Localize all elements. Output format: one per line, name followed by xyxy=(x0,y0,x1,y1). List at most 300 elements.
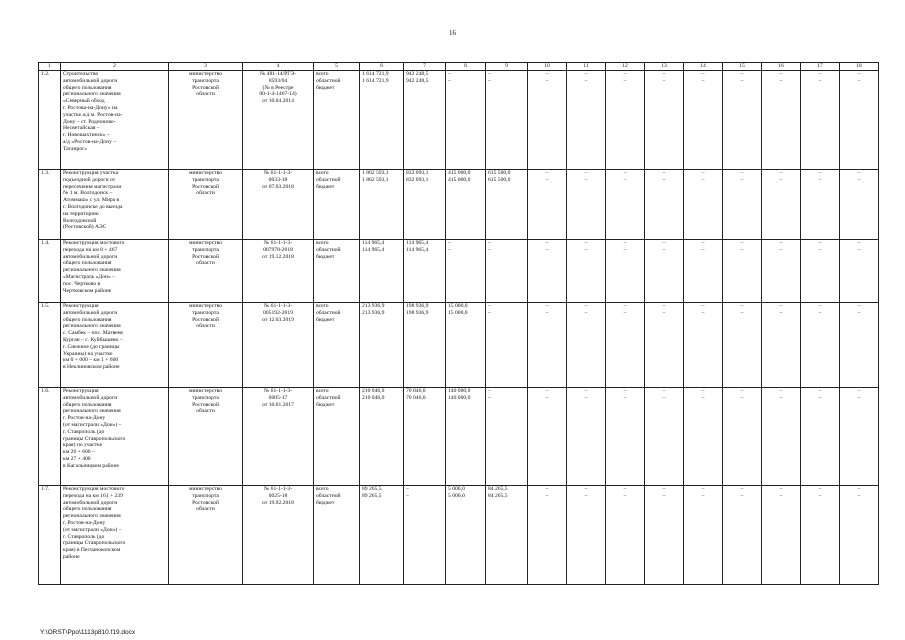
expertise-conclusion xyxy=(243,71,314,170)
object-name-line: Реконструкция участка xyxy=(63,170,119,176)
object-name-line: автомобильной дороги xyxy=(63,499,118,506)
object-name-line: регионального значения xyxy=(63,408,121,415)
object-name-line: (от магистрали «Дон») – xyxy=(63,526,122,533)
column-number-13: 13 xyxy=(645,63,684,71)
amount-c6-line: 1 862 593,1 xyxy=(362,170,389,176)
funding-source-line: бюджет xyxy=(316,183,335,190)
amount-c9 xyxy=(486,71,528,170)
amount-c16 xyxy=(762,486,801,585)
empty-value: – xyxy=(779,309,783,316)
empty-value: – xyxy=(857,71,861,77)
empty-value: – xyxy=(701,309,705,316)
funding-source xyxy=(314,71,360,170)
empty-value: – xyxy=(662,309,666,316)
page-number: 16 xyxy=(449,29,456,37)
funding-source xyxy=(314,170,360,240)
column-number-7: 7 xyxy=(404,63,446,71)
empty-value: – xyxy=(545,388,549,394)
amount-c11 xyxy=(567,170,606,240)
object-name-line: км 27 + 400 xyxy=(63,455,91,462)
amount-c18 xyxy=(840,71,879,170)
object-name-line: «Магистраль «Дон» – xyxy=(63,273,116,280)
empty-value: – xyxy=(740,388,744,394)
amount-c9-line: – xyxy=(488,240,491,246)
amount-c14 xyxy=(684,388,723,486)
object-name-line: Реконструкция xyxy=(63,303,99,309)
amount-c12 xyxy=(606,303,645,388)
empty-value: – xyxy=(701,170,705,176)
object-name-line: на территорию xyxy=(63,210,99,217)
funding-source-line: всего xyxy=(316,71,329,77)
expertise-conclusion-line: 8593/04 xyxy=(268,77,288,84)
amount-c16 xyxy=(762,240,801,303)
empty-value: – xyxy=(701,492,705,499)
amount-c17 xyxy=(801,240,840,303)
empty-value: – xyxy=(740,77,744,84)
responsible-org-line: транспорта xyxy=(192,492,219,499)
responsible-org xyxy=(169,303,243,388)
empty-value: – xyxy=(857,492,861,499)
empty-value: – xyxy=(584,309,588,316)
empty-value: – xyxy=(545,394,549,401)
funding-source-line: бюджет xyxy=(316,253,335,260)
expertise-conclusion-line: № 61-1-1-3- xyxy=(263,240,293,246)
object-name-line: «Северный обход xyxy=(63,98,105,105)
amount-c6-line: 1 614 721,9 xyxy=(362,71,389,77)
empty-value: – xyxy=(584,303,588,309)
amount-c6-line: 114 965,4 xyxy=(362,246,385,253)
object-name-line: а/д «Ростов-на-Дону – xyxy=(63,138,117,145)
table-row xyxy=(39,170,879,240)
responsible-org-line: министерство xyxy=(188,170,223,176)
expertise-conclusion-line: от 19.02.2018 xyxy=(262,499,294,506)
amount-c7-line: 198 936,9 xyxy=(406,303,429,309)
object-name-line: г. Ростов-на-Дону xyxy=(63,519,106,526)
amount-c14 xyxy=(684,240,723,303)
amount-c9 xyxy=(486,388,528,486)
empty-value: – xyxy=(545,303,549,309)
empty-value: – xyxy=(779,77,783,84)
expertise-conclusion-line: 0005-17 xyxy=(268,394,288,401)
amount-c18 xyxy=(840,170,879,240)
empty-value: – xyxy=(818,176,822,183)
empty-value: – xyxy=(818,71,822,77)
expertise-conclusion-line: от 12.03.2019 xyxy=(262,316,294,323)
expertise-conclusion-line: 00-1-4-1467-14) xyxy=(259,91,297,98)
column-number-9: 9 xyxy=(486,63,528,71)
amount-c9-line: – xyxy=(488,71,491,77)
expertise-conclusion-line: 005192-2019 xyxy=(263,309,293,316)
empty-value: – xyxy=(857,77,861,84)
object-name-line: участке а/д м. Ростов-на- xyxy=(63,111,123,118)
amount-c9-line: – xyxy=(488,246,491,253)
empty-value: – xyxy=(740,486,744,492)
expertise-conclusion-line: 0033-18 xyxy=(268,176,288,183)
amount-c12 xyxy=(606,170,645,240)
object-name-line: пос. Чертково в xyxy=(63,280,101,287)
empty-value: – xyxy=(701,176,705,183)
responsible-org-line: Ростовской xyxy=(192,401,219,408)
amount-c13 xyxy=(645,240,684,303)
empty-value: – xyxy=(818,246,822,253)
empty-value: – xyxy=(701,486,705,492)
amount-c8-line: 15 000,0 xyxy=(448,309,468,316)
empty-value: – xyxy=(740,246,744,253)
funding-source xyxy=(314,240,360,303)
responsible-org-line: Ростовской xyxy=(192,183,219,190)
empty-value: – xyxy=(662,170,666,176)
amount-c8-line: 5 000,0 xyxy=(448,492,465,499)
empty-value: – xyxy=(857,240,861,246)
empty-value: – xyxy=(779,303,783,309)
empty-value: – xyxy=(545,176,549,183)
empty-value: – xyxy=(623,77,627,84)
amount-c6-line: 210 046,0 xyxy=(362,388,385,394)
empty-value: – xyxy=(584,77,588,84)
amount-c8-line: – xyxy=(448,246,451,253)
empty-value: – xyxy=(701,77,705,84)
column-number-18: 18 xyxy=(840,63,879,71)
table-row xyxy=(39,240,879,303)
empty-value: – xyxy=(740,71,744,77)
amount-c6 xyxy=(360,388,404,486)
responsible-org-line: министерство xyxy=(188,486,223,492)
amount-c18 xyxy=(840,240,879,303)
amount-c16 xyxy=(762,71,801,170)
amount-c6-line: 89 265,5 xyxy=(362,486,382,492)
empty-value: – xyxy=(857,309,861,316)
amount-c7-line: 70 046,0 xyxy=(406,388,426,394)
responsible-org-line: области xyxy=(196,408,215,415)
empty-value: – xyxy=(740,303,744,309)
empty-value: – xyxy=(740,240,744,246)
funding-source-line: бюджет xyxy=(316,499,335,506)
object-name-line: Реконструкция мостового xyxy=(63,486,125,492)
column-number-row xyxy=(39,63,879,71)
amount-c7-line: 114 965,4 xyxy=(406,246,429,253)
empty-value: – xyxy=(740,170,744,176)
amount-c7-line: 70 046,0 xyxy=(406,394,426,401)
empty-value: – xyxy=(545,486,549,492)
expertise-conclusion xyxy=(243,170,314,240)
amount-c12 xyxy=(606,486,645,585)
object-name-line: районе xyxy=(63,553,80,560)
amount-c11 xyxy=(567,71,606,170)
empty-value: – xyxy=(818,486,822,492)
expertise-conclusion-line: (№ в Реестре xyxy=(262,84,294,91)
amount-c6-line: 1 614 721,9 xyxy=(362,77,389,84)
empty-value: – xyxy=(779,388,783,394)
empty-value: – xyxy=(584,240,588,246)
object-name-line: г. Ставрополь (до xyxy=(63,428,105,435)
amount-c7-line: 114 965,4 xyxy=(406,240,429,246)
empty-value: – xyxy=(740,492,744,499)
expertise-conclusion-line: от 07.03.2018 xyxy=(262,183,294,190)
amount-c6-line: 213 936,9 xyxy=(362,309,385,316)
expertise-conclusion-line: № 61-1-1-3- xyxy=(263,303,293,309)
empty-value: – xyxy=(623,246,627,253)
amount-c8 xyxy=(446,240,486,303)
object-name-line: края) в Песчанокопском xyxy=(63,547,121,554)
amount-c7-line: 942 248,5 xyxy=(406,77,429,84)
empty-value: – xyxy=(623,394,627,401)
amount-c8-line: 15 000,0 xyxy=(448,303,468,309)
empty-value: – xyxy=(779,176,783,183)
empty-value: – xyxy=(779,492,783,499)
responsible-org-line: Ростовской xyxy=(192,84,219,91)
object-name-line: г. Новошахтинск» – xyxy=(63,132,110,139)
amount-c8-line: – xyxy=(448,240,451,246)
row-number: 1.2. xyxy=(39,71,61,170)
amount-c9 xyxy=(486,303,528,388)
amount-c16 xyxy=(762,170,801,240)
empty-value: – xyxy=(584,394,588,401)
expertise-conclusion-line: № 61-1-1-3- xyxy=(263,388,293,394)
responsible-org-line: министерство xyxy=(188,71,223,77)
amount-c15 xyxy=(723,303,762,388)
amount-c18 xyxy=(840,486,879,585)
empty-value: – xyxy=(662,246,666,253)
table-row xyxy=(39,303,879,388)
amount-c9-line: – xyxy=(488,394,491,401)
object-name-line: подъездной дороги от xyxy=(63,176,116,183)
funding-source-line: всего xyxy=(316,388,329,394)
funding-source xyxy=(314,486,360,585)
empty-value: – xyxy=(857,394,861,401)
column-number-14: 14 xyxy=(684,63,723,71)
empty-value: – xyxy=(545,71,549,77)
responsible-org xyxy=(169,240,243,303)
expertise-conclusion-line: от 10.04.2014 xyxy=(262,98,294,105)
object-name-line: (от магистрали «Дон») – xyxy=(63,421,122,428)
responsible-org-line: области xyxy=(196,190,215,197)
amount-c6 xyxy=(360,170,404,240)
empty-value: – xyxy=(623,71,627,77)
empty-value: – xyxy=(779,71,783,77)
amount-c11 xyxy=(567,486,606,585)
funding-source-line: бюджет xyxy=(316,401,335,408)
amount-c9 xyxy=(486,486,528,585)
amount-c14 xyxy=(684,71,723,170)
object-name-line: Курган – с. Куйбышево – xyxy=(63,336,123,343)
empty-value: – xyxy=(584,246,588,253)
object-name-line: общего пользования xyxy=(63,84,112,91)
empty-value: – xyxy=(662,176,666,183)
amount-c13 xyxy=(645,486,684,585)
responsible-org-line: области xyxy=(196,91,215,98)
empty-value: – xyxy=(584,71,588,77)
funding-source xyxy=(314,303,360,388)
funding-source-line: областной xyxy=(316,394,341,401)
amount-c10 xyxy=(528,170,567,240)
expertise-conclusion-line: от 19.12.2018 xyxy=(262,253,294,260)
amount-c9-line: – xyxy=(488,388,491,394)
expertise-conclusion-line: 0025-18 xyxy=(268,492,288,499)
empty-value: – xyxy=(623,240,627,246)
empty-value: – xyxy=(545,170,549,176)
object-name-line: Таганрог» xyxy=(63,145,88,152)
amount-c15 xyxy=(723,170,762,240)
object-name-line: автомобильной дороги xyxy=(63,394,118,401)
responsible-org xyxy=(169,388,243,486)
object-name-line: границы Ставропольского xyxy=(63,435,126,442)
expertise-conclusion xyxy=(243,240,314,303)
empty-value: – xyxy=(545,309,549,316)
empty-value: – xyxy=(779,394,783,401)
funding-source-line: всего xyxy=(316,170,329,176)
amount-c9-line: 84 265,5 xyxy=(488,492,508,499)
amount-c9-line: 615 500,0 xyxy=(488,176,511,183)
amount-c8 xyxy=(446,388,486,486)
amount-c14 xyxy=(684,170,723,240)
empty-value: – xyxy=(779,486,783,492)
amount-c9-line: – xyxy=(488,309,491,316)
responsible-org-line: области xyxy=(196,506,215,513)
empty-value: – xyxy=(584,170,588,176)
amount-c13 xyxy=(645,388,684,486)
amount-c6-line: 210 046,0 xyxy=(362,394,385,401)
object-name xyxy=(61,71,169,170)
table-row xyxy=(39,388,879,486)
amount-c7-line: 832 093,1 xyxy=(406,176,429,183)
empty-value: – xyxy=(662,240,666,246)
amount-c13 xyxy=(645,170,684,240)
amount-c9-line: – xyxy=(488,303,491,309)
empty-value: – xyxy=(701,71,705,77)
object-name-line: Реконструкция xyxy=(63,388,99,394)
row-number: 1.5. xyxy=(39,303,61,388)
object-name-line: в Кагальницком районе xyxy=(63,462,119,469)
responsible-org-line: министерство xyxy=(188,303,223,309)
amount-c9-line: 84 265,5 xyxy=(488,486,508,492)
amount-c9 xyxy=(486,170,528,240)
row-number: 1.3. xyxy=(39,170,61,240)
amount-c8 xyxy=(446,486,486,585)
column-number-8: 8 xyxy=(446,63,486,71)
object-name-line: км 0 + 000 – км 1 + 600 xyxy=(63,357,119,364)
column-number-4: 4 xyxy=(243,63,314,71)
column-number-2: 2 xyxy=(61,63,169,71)
column-number-16: 16 xyxy=(762,63,801,71)
amount-c12 xyxy=(606,71,645,170)
column-number-15: 15 xyxy=(723,63,762,71)
amount-c10 xyxy=(528,71,567,170)
amount-c9 xyxy=(486,240,528,303)
object-name-line: Волгодонской xyxy=(63,217,97,224)
amount-c7 xyxy=(404,240,446,303)
funding-source-line: областной xyxy=(316,492,341,499)
amount-c7-line: 832 093,1 xyxy=(406,170,429,176)
object-name xyxy=(61,486,169,585)
empty-value: – xyxy=(779,170,783,176)
amount-c6-line: 1 862 593,1 xyxy=(362,176,389,183)
column-number-3: 3 xyxy=(169,63,243,71)
object-name-line: в Неклиновском районе xyxy=(63,364,120,371)
empty-value: – xyxy=(818,309,822,316)
object-name xyxy=(61,170,169,240)
object-name-line: Украины) на участке xyxy=(63,350,113,357)
object-name-line: общего пользования xyxy=(63,506,112,513)
object-name-line: км 26 + 600 – xyxy=(63,449,95,456)
amount-c7-line: 942 248,5 xyxy=(406,71,429,77)
object-name-line: перехода на км 8 + 467 xyxy=(63,246,118,253)
row-number: 1.7. xyxy=(39,486,61,585)
empty-value: – xyxy=(701,388,705,394)
responsible-org xyxy=(169,71,243,170)
responsible-org-line: транспорта xyxy=(192,176,219,183)
object-name-line: границы Ставропольского xyxy=(63,540,126,547)
funding-source-line: областной xyxy=(316,246,341,253)
amount-c7 xyxy=(404,303,446,388)
object-name-line: г. Ставрополь (до xyxy=(63,533,105,540)
amount-c8 xyxy=(446,170,486,240)
empty-value: – xyxy=(623,309,627,316)
empty-value: – xyxy=(623,486,627,492)
object-name-line: регионального значения xyxy=(63,323,121,330)
amount-c7 xyxy=(404,486,446,585)
expertise-conclusion-line: № 61-1-1-3- xyxy=(263,170,293,176)
object-name-line: с. Самбек – пос. Матвеев xyxy=(63,330,123,337)
empty-value: – xyxy=(818,303,822,309)
responsible-org xyxy=(169,486,243,585)
amount-c15 xyxy=(723,71,762,170)
empty-value: – xyxy=(701,394,705,401)
empty-value: – xyxy=(857,176,861,183)
row-number: 1.6. xyxy=(39,388,61,486)
column-number-10: 10 xyxy=(528,63,567,71)
amount-c11 xyxy=(567,303,606,388)
empty-value: – xyxy=(662,77,666,84)
amount-c6 xyxy=(360,240,404,303)
column-number-1: 1 xyxy=(39,63,61,71)
empty-value: – xyxy=(584,388,588,394)
responsible-org-line: министерство xyxy=(188,240,223,246)
responsible-org-line: Ростовской xyxy=(192,253,219,260)
amount-c14 xyxy=(684,303,723,388)
empty-value: – xyxy=(662,486,666,492)
object-name-line: общего пользования xyxy=(63,260,112,267)
amount-c17 xyxy=(801,170,840,240)
amount-c13 xyxy=(645,303,684,388)
responsible-org-line: области xyxy=(196,260,215,267)
empty-value: – xyxy=(818,492,822,499)
object-name-line: Строительство xyxy=(63,71,99,77)
column-number-12: 12 xyxy=(606,63,645,71)
empty-value: – xyxy=(857,170,861,176)
empty-value: – xyxy=(740,176,744,183)
amount-c18 xyxy=(840,303,879,388)
empty-value: – xyxy=(857,388,861,394)
empty-value: – xyxy=(740,394,744,401)
amount-c8-line: 140 000,0 xyxy=(448,394,471,401)
object-name-line: общего пользования xyxy=(63,401,112,408)
expertise-conclusion xyxy=(243,486,314,585)
amount-c8 xyxy=(446,303,486,388)
empty-value: – xyxy=(857,246,861,253)
empty-value: – xyxy=(701,240,705,246)
amount-c17 xyxy=(801,388,840,486)
empty-value: – xyxy=(584,176,588,183)
amount-c10 xyxy=(528,486,567,585)
object-name-line: г. Волгодонске до выезда xyxy=(63,203,123,210)
expertise-conclusion-line: от 16.01.2017 xyxy=(262,401,294,408)
amount-c6-line: 213 936,9 xyxy=(362,303,385,309)
object-name-line: Атоммаш» с ул. Мира в xyxy=(63,197,120,204)
empty-value: – xyxy=(545,246,549,253)
responsible-org-line: министерство xyxy=(188,388,223,394)
object-name xyxy=(61,240,169,303)
row-number: 1.4. xyxy=(39,240,61,303)
